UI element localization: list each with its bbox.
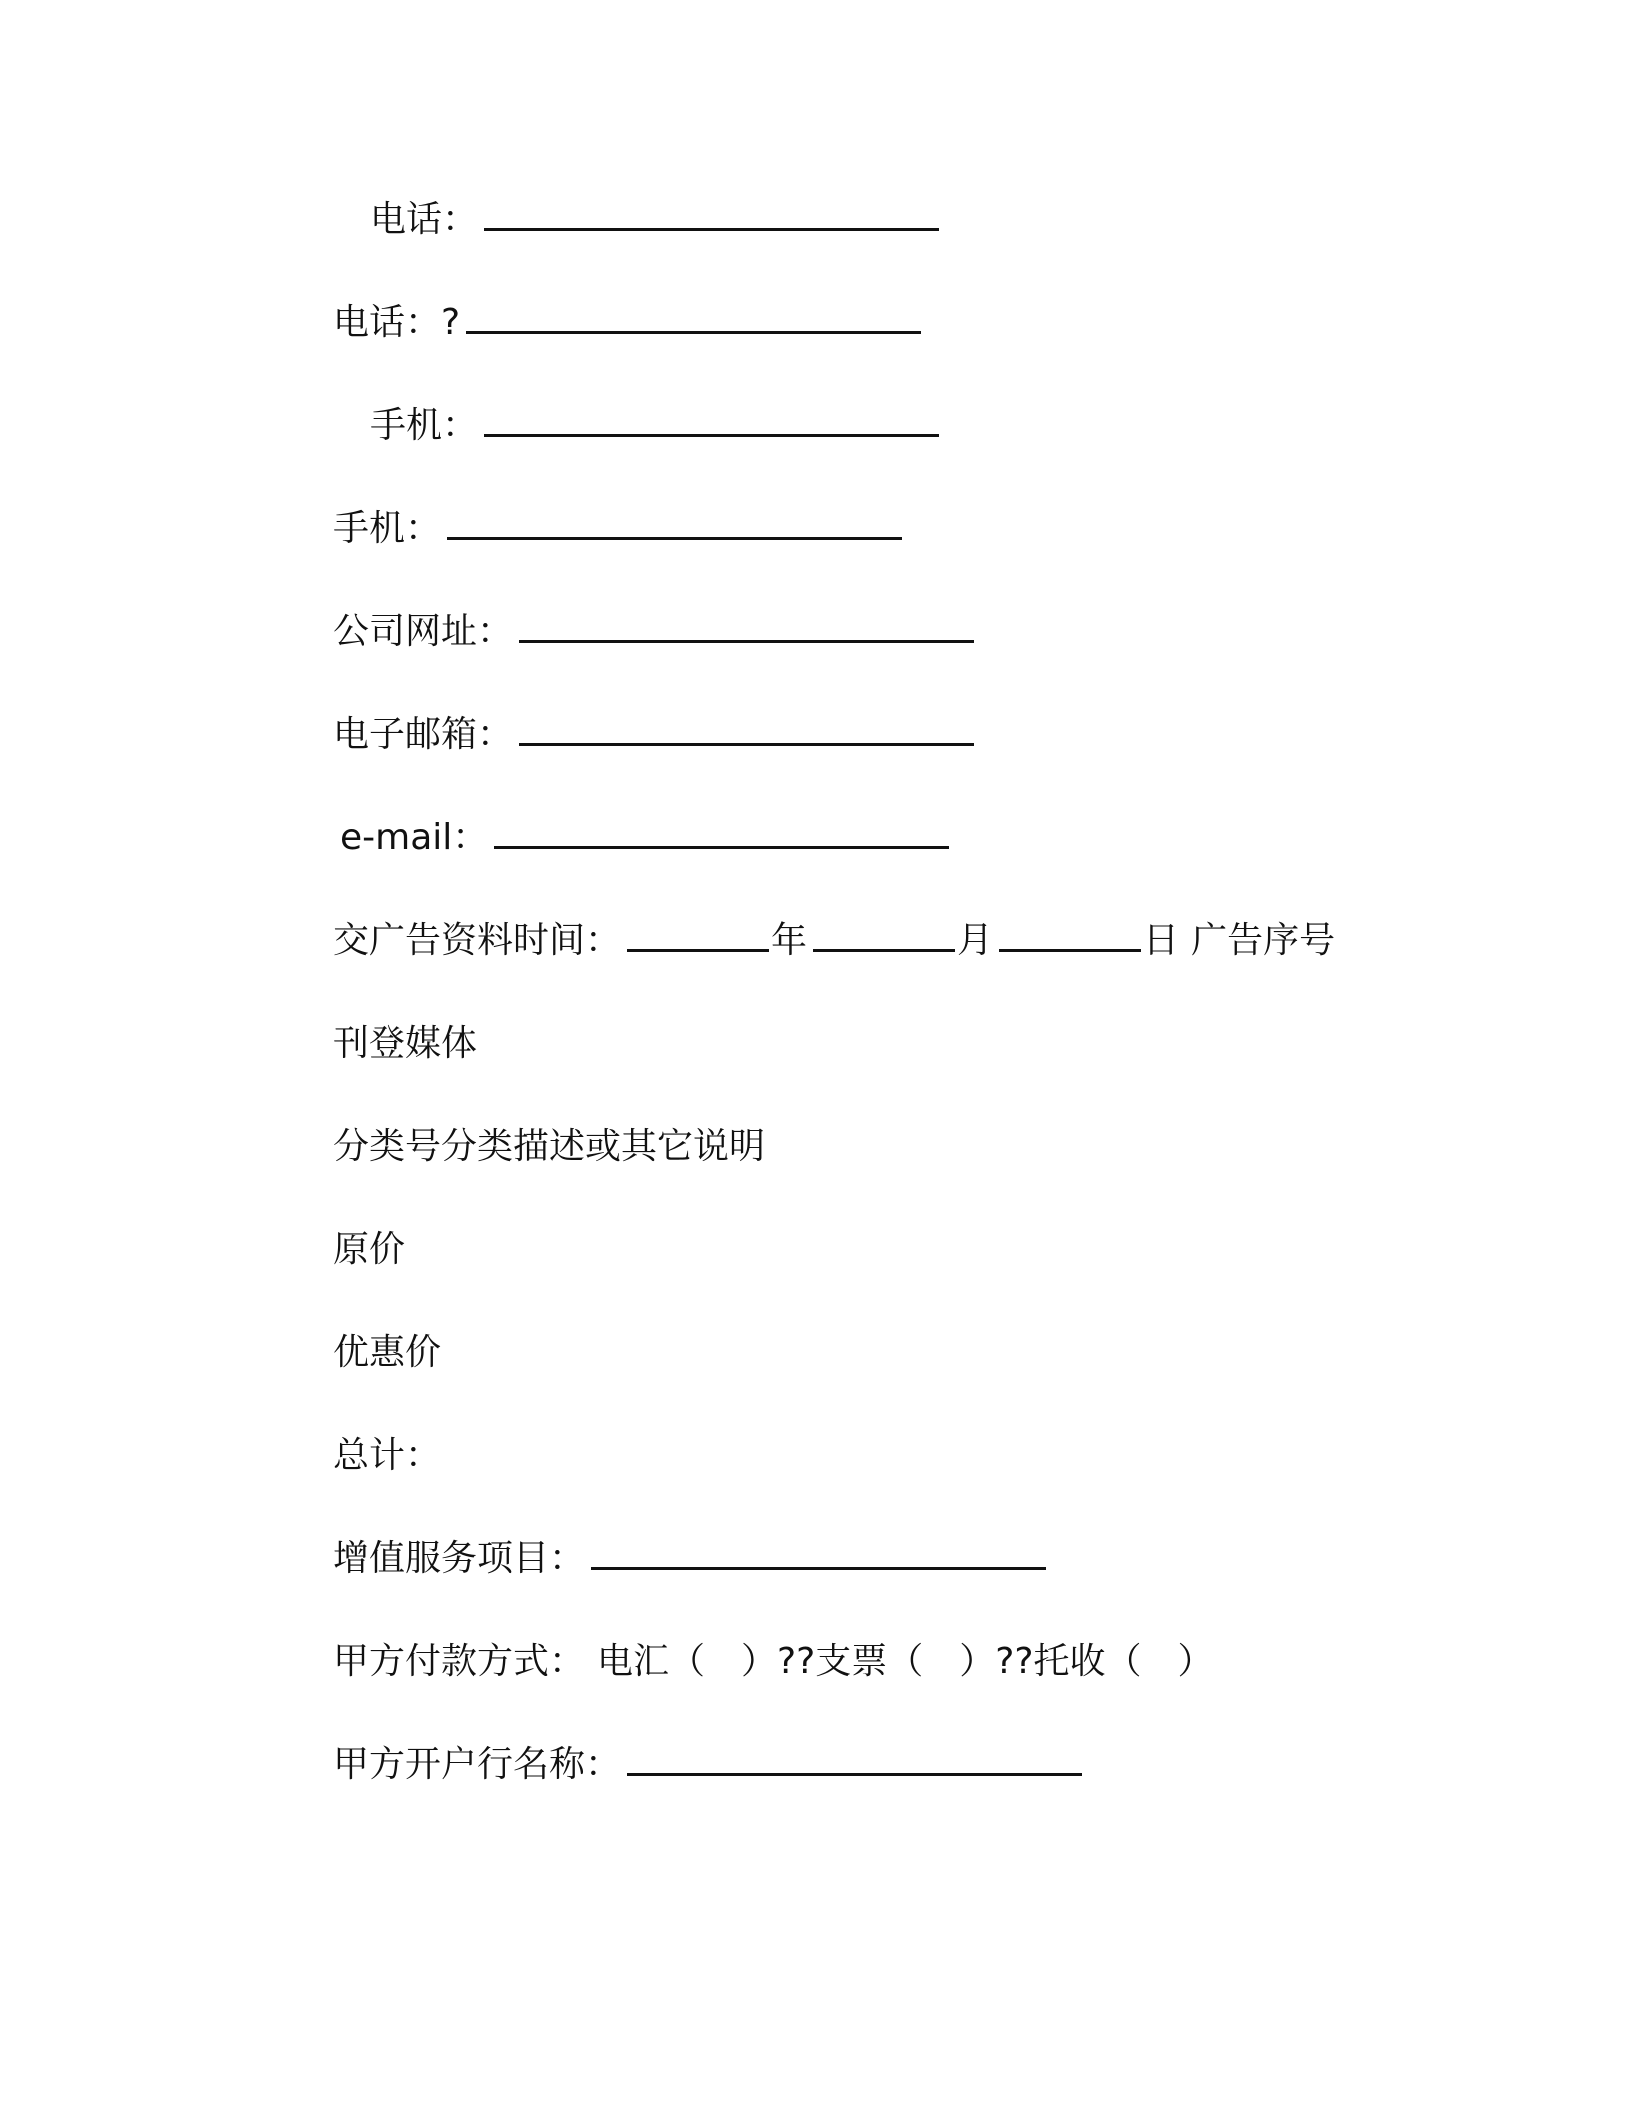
value-added-label: 增值服务项目： — [333, 1538, 586, 1579]
mobile-label-a: 手机： — [370, 405, 479, 446]
website-field — [333, 604, 976, 660]
bank-name-blank[interactable] — [627, 1743, 1082, 1776]
ad-serial-label: 广告序号 — [1191, 920, 1336, 961]
month-label: 月 — [957, 920, 994, 961]
media-label: 刊登媒体 — [333, 1023, 478, 1064]
mobile-label-b: 手机： — [333, 508, 442, 549]
email-cn-blank[interactable] — [519, 713, 974, 746]
bank-name-field — [333, 1737, 1084, 1793]
year-label: 年 — [771, 920, 808, 961]
phone-blank-b[interactable] — [466, 301, 921, 334]
mobile-blank-a[interactable] — [484, 404, 939, 437]
payment-options: 电汇（ ）??支票（ ）??托收（ ） — [597, 1641, 1214, 1682]
phone-label-a: 电话： — [370, 199, 479, 240]
month-blank[interactable] — [813, 919, 955, 952]
email-en-field — [340, 810, 951, 866]
phone-blank-a[interactable] — [484, 198, 939, 231]
mobile-field-b — [333, 501, 904, 557]
total-label: 总计： — [333, 1435, 442, 1476]
day-blank[interactable] — [999, 919, 1141, 952]
discount-price-row — [333, 1325, 441, 1381]
phone-field-a — [370, 192, 941, 248]
email-cn-field — [333, 707, 976, 763]
website-label: 公司网址： — [333, 611, 514, 652]
category-label: 分类号分类描述或其它说明 — [333, 1126, 766, 1167]
original-price-label: 原价 — [333, 1229, 406, 1270]
mobile-blank-b[interactable] — [447, 507, 902, 540]
website-blank[interactable] — [519, 610, 974, 643]
email-cn-label: 电子邮箱： — [333, 714, 514, 755]
email-en-label: e-mail： — [340, 817, 489, 858]
bank-name-label: 甲方开户行名称： — [333, 1744, 622, 1785]
discount-price-label: 优惠价 — [333, 1332, 442, 1373]
phone-field-b — [333, 295, 923, 351]
total-row — [333, 1428, 441, 1484]
phone-label-b: 电话：? — [333, 302, 461, 343]
category-row — [333, 1119, 765, 1175]
original-price-row — [333, 1222, 405, 1278]
year-blank[interactable] — [627, 919, 769, 952]
email-en-blank[interactable] — [494, 816, 949, 849]
submit-time-field — [333, 913, 1335, 969]
media-row — [333, 1016, 477, 1072]
payment-label: 甲方付款方式： — [333, 1641, 586, 1682]
value-added-field — [333, 1531, 1048, 1587]
submit-time-label: 交广告资料时间： — [333, 920, 622, 961]
day-label: 日 — [1143, 920, 1180, 961]
payment-row — [333, 1634, 1213, 1690]
value-added-blank[interactable] — [591, 1537, 1046, 1570]
mobile-field-a — [370, 398, 941, 454]
